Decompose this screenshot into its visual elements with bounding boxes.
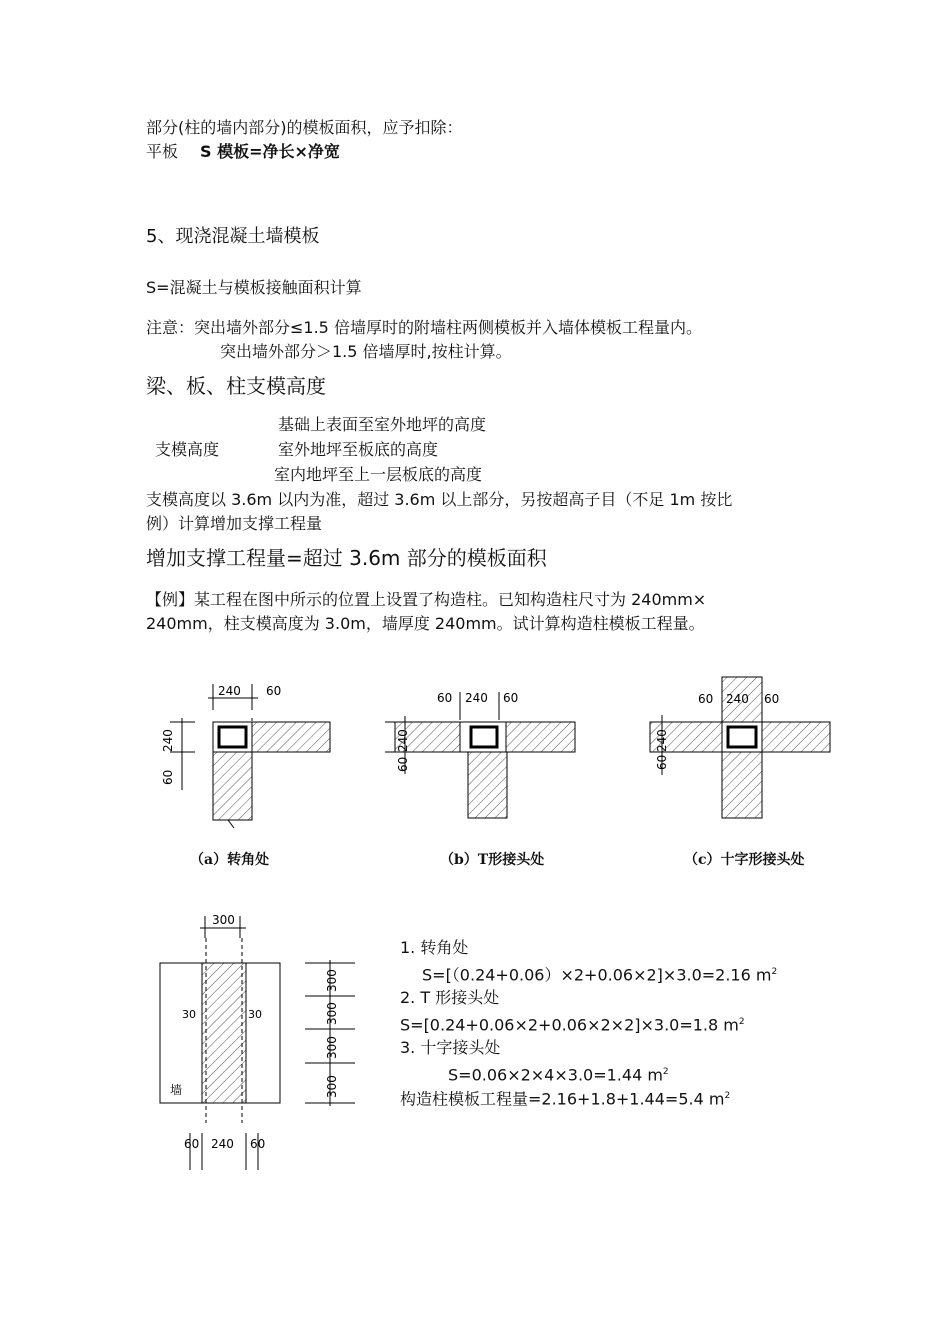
note-line-2: 突出墙外部分＞1.5 倍墙厚时,按柱计算。 [220,342,512,361]
figure-elevation [150,908,360,1178]
figure-b-t-junction [385,680,585,840]
svg-text:60: 60 [161,769,175,785]
support-rule-line-2: 例）计算增加支撑工程量 [146,514,323,533]
slab-label: 平板 [146,142,179,161]
extra-support-formula: 增加支撑工程量=超过 3.6m 部分的模板面积 [146,546,547,570]
solution-1-title: 1. 转角处 [400,938,469,957]
example-line-1: 【例】某工程在图中所示的位置上设置了构造柱。已知构造柱尺寸为 240mm× [146,590,707,609]
svg-text:60: 60 [698,692,714,706]
solution-3-formula: S=0.06×2×4×3.0=1.44 $m^2$ [448,1065,669,1085]
svg-text:240: 240 [161,729,175,752]
figure-b-caption: （b）T形接头处 [440,852,545,868]
support-rule-line-1: 支模高度以 3.6m 以内为准，超过 3.6m 以上部分，另按超高子目（不足 1m 按比 [146,490,733,509]
svg-text:240: 240 [726,692,749,706]
svg-text:300: 300 [325,1075,339,1098]
svg-text:240: 240 [465,691,488,705]
solution-2-formula: S=[0.24+0.06×2+0.06×2×2]×3.0=1.8 $m^2$ [400,1015,745,1035]
svg-text:60: 60 [655,754,669,770]
support-label: 支模高度 [155,440,220,459]
solution-2-title: 2. T 形接头处 [400,988,500,1007]
support-item-3: 室内地坪至上一层板底的高度 [274,465,483,484]
svg-text:300: 300 [325,1002,339,1025]
support-title: 梁、板、柱支模高度 [146,374,326,398]
solution-3-title: 3. 十字接头处 [400,1038,501,1057]
svg-text:60: 60 [396,756,410,772]
wall-formula: S=混凝土与模板接触面积计算 [146,278,362,297]
solution-1-formula: S=[（0.24+0.06）×2+0.06×2]×3.0=2.16 $m^2$ [422,965,778,985]
svg-text:墙: 墙 [170,1083,183,1097]
svg-text:60: 60 [266,684,282,698]
svg-text:240: 240 [218,684,241,698]
support-item-1: 基础上表面至室外地坪的高度 [278,415,487,434]
svg-text:300: 300 [325,1036,339,1059]
support-item-2: 室外地坪至板底的高度 [278,440,439,459]
svg-text:60: 60 [437,691,453,705]
figure-a-corner [160,680,360,840]
svg-text:60: 60 [184,1137,200,1151]
svg-text:30: 30 [248,1008,262,1021]
paragraph-deduction: 部分(柱的墙内部分)的模板面积，应予扣除： [146,118,463,137]
svg-text:30: 30 [182,1008,196,1021]
figure-a-caption: （a）转角处 [190,852,270,868]
svg-text:60: 60 [503,691,519,705]
example-line-2: 240mm，柱支模高度为 3.0m，墙厚度 240mm。试计算构造柱模板工程量。 [146,614,705,633]
svg-text:300: 300 [212,913,235,927]
figure-c-caption: （c）十字形接头处 [684,852,805,868]
section-title: 5、现浇混凝土墙模板 [146,226,320,247]
note-line-1: 注意：突出墙外部分≤1.5 倍墙厚时的附墙柱两侧模板并入墙体模板工程量内。 [146,318,702,337]
slab-formula: S 模板=净长×净宽 [200,142,340,161]
svg-text:60: 60 [764,692,780,706]
svg-text:300: 300 [325,969,339,992]
solution-total: 构造柱模板工程量=2.16+1.8+1.44=5.4 $m^2$ [400,1089,731,1109]
figure-c-cross-junction [640,665,840,840]
svg-text:60: 60 [250,1137,266,1151]
svg-text:240: 240 [211,1137,234,1151]
